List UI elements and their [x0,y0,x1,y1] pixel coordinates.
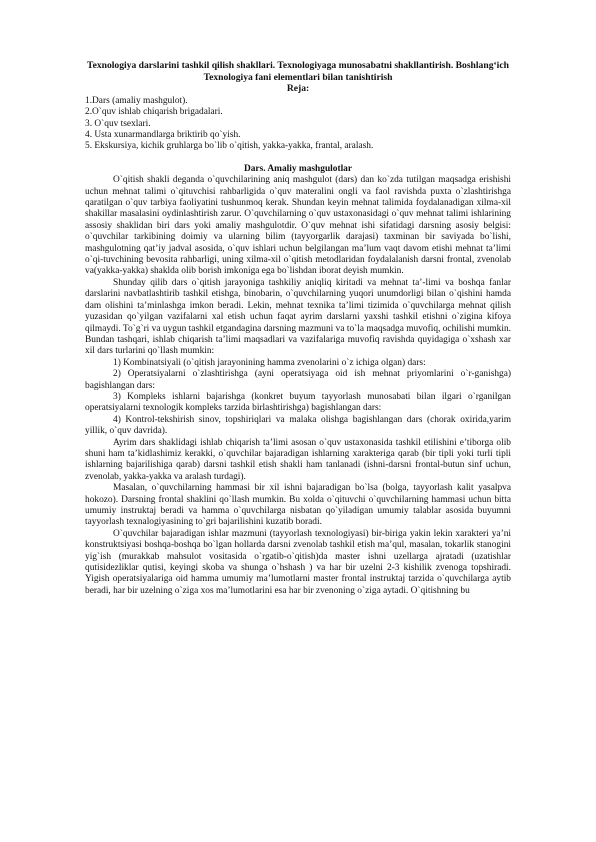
paragraph: O`quvchilar bajaradigan ishlar mazmuni (tayyorlash texnologiyasi) bir-biriga yakin lekin xarakteri ya’ni konstruktsiyasi boshqa-boshqa bo`lgan hollarda darsni zvenolab tashkil etish ma’qul, masalan, tokarlik stanogini yig`ish (murakkab mahsulot vositasida o`rgatib-o`qitish)da master ishni uzellarga ajratadi (uzatishlar qutisidezliklar qutisi, keyingi skoba va shunga o`hshash ) va har bir uzelni 2-3 kishilik zvenoga topshiradi. Yigish operatsiyalariga oid hamma umumiy ma’lumotlarni master frontal instruktaj tarzida o`quvchilarga aytib beradi, har bir uzelning o`ziga xos ma’lumotlarini esa har bir zvenoning o`ziga aytadi. O`qitishning bu [85,528,511,596]
plan-item: 4. Usta xunarmandlarga briktirib qo`yish. [85,130,241,140]
paragraph: Masalan, o`quvchilarning hammasi bir xil ishni bajaradigan bo`lsa (bolga, tayyorlash kalit yasalpva hokozo). Darsning frontal shaklini qo`llash mumkin. Bu xolda o`qituvchi o`quvchilarning hammasi uchun bitta umumiy instruktaj beradi va hamma o`quvchilarga nisbatan qo`yiladigan umumiy talablar asosida buyumni tayyorlash texnalogiyasining to`gri bajarilishini kuzatib boradi. [85,483,511,528]
section-heading: Dars. Amaliy mashgulotlar [243,163,353,174]
body-text [85,175,511,597]
plan-item: 3. O`quv tsexlari. [85,118,151,129]
paragraph: 2) Operatsiyalarni o`zlashtirishga (ayni operatsiyaga oid ish mehnat priyomlarini o`r-ganishga) bagishlangan dars: [85,369,511,391]
plan-list [85,96,511,153]
document-page [85,60,511,597]
plan-item: 5. Ekskursiya, kichik gruhlarga bo`lib o`qitish, yakka-yakka, frantal, aralash. [85,141,374,152]
paragraph: 4) Kontrol-tekshirish sinov, topshiriqlari va malaka olishga bagishlangan dars (chorak oxirida,yarim yillik, o`quv davrida). [85,414,511,437]
plan-item: 2.O`quv ishlab chiqarish brigadalari. [85,107,223,118]
document-title: Texnologiya darslarini tashkil qilish shakllari. Texnologiyaga munosabatni shakllantirish. Boshlang‘ich Texnologiya fani elementlari bilan tanishtirish [87,60,509,83]
paragraph: 1) Kombinatsiyali (o`qitish jarayonining hamma zvenolarini o`z ichiga olgan) dars: [113,357,426,368]
paragraph: Shunday qilib dars o`qitish jarayoniga tashkiliy aniqliq kiritadi va mehnat ta’-limi va boshqa fanlar darslarini navbatlashtirib tashkil etishga, binobarin, o`quvchilarning yuqori unumdorligi bilan o`qishini hamda dam olishini ta’minlashga imkon beradi. Lekin, mehnat texnika ta’limi tizimida o`quvchilarga mehnat qilish yuzasidan qo`yilgan vazifalarni xal etish uchun faqat ayrim darslarni yaxshi tashkil etishni o`zigina kifoya qilmaydi. To`g`ri va uygun tashkil etgandagina darsning mazmuni va to`la maqsadga muvofiq, ochilishi mumkin. Bundan tashqari, ishlab chiqarish ta’limi maqsadlari va vazifalariga muvofiq ravishda quyidagiga o`xshash xar xil dars turlarini qo`llash mumkin: [85,277,511,357]
paragraph: 3) Kompleks ishlarni bajarishga (konkret buyum tayyorlash munosabati bilan ilgari o`rganilgan operatsiyalarni texnologik kompleks tarzida birlashtirishga) bagishlangan dars: [85,391,511,414]
paragraph: O`qitish shakli deganda o`quvchilarining aniq mashgulot (dars) dan ko`zda tutilgan maqsadga erishishi uchun mehnat talimi o`qituvchisi rahbarligida o`quv materalini ongli va faol ravishda puxta o`zlashtirishga qaratilgan o`quv tarbiya faoliyatini tushunmoq kerak. Shundan keyin mehnat talimida foydalanadigan xilma-xil shakillar masalasini oydinlashtirish zarur. O`quvchilarning o`quv ustaxonasidagi o`quv mehnat talimi ishlarining assosiy shaklidan biri dars yoki amaliy mashgulotdir. O`quv mehnat ishi sifatidagi darsning asosiy belgisi: o`quvchilar tarkibining doimiy va ularning bilim (tayyorgarlik darajasi) taxminan bir saviyada bo`lishi, mashgulotning qat’iy jadval asosida, o`quv ishlari uchun belgilangan ma’lum vaqt davom etishi mehnat ta’limi o`qi-tuvchining bevosita rahbarligi, uning xilma-xil o`qitish metodlaridan foydalalanish darsni frontal, zvenolab va(yakka-yakka) shaklda olib borish imkoniga ega bo`lishdan iborat deyish mumkin. [85,175,511,277]
plan-heading: Reja: [286,83,310,95]
paragraph: Ayrim dars shaklidagi ishlab chiqarish ta’limi asosan o`quv ustaxonasida tashkil etilishini e’tiborga olib shuni ham ta’kidlashimiz kerakki, o`quvchilar bajaradigan ishlarning xarakteriga qarab (bir tipli yoki turli tipli ishlarning bajarilishiga qarab) darsni tashkil etish shakli ham tanlanadi (ishni-darsni frontal-butun sinf uchun, zvenolab, yakka-yakka va aralash turdagi). [85,437,511,482]
plan-item: 1.Dars (amaliy mashgulot). [85,95,188,106]
